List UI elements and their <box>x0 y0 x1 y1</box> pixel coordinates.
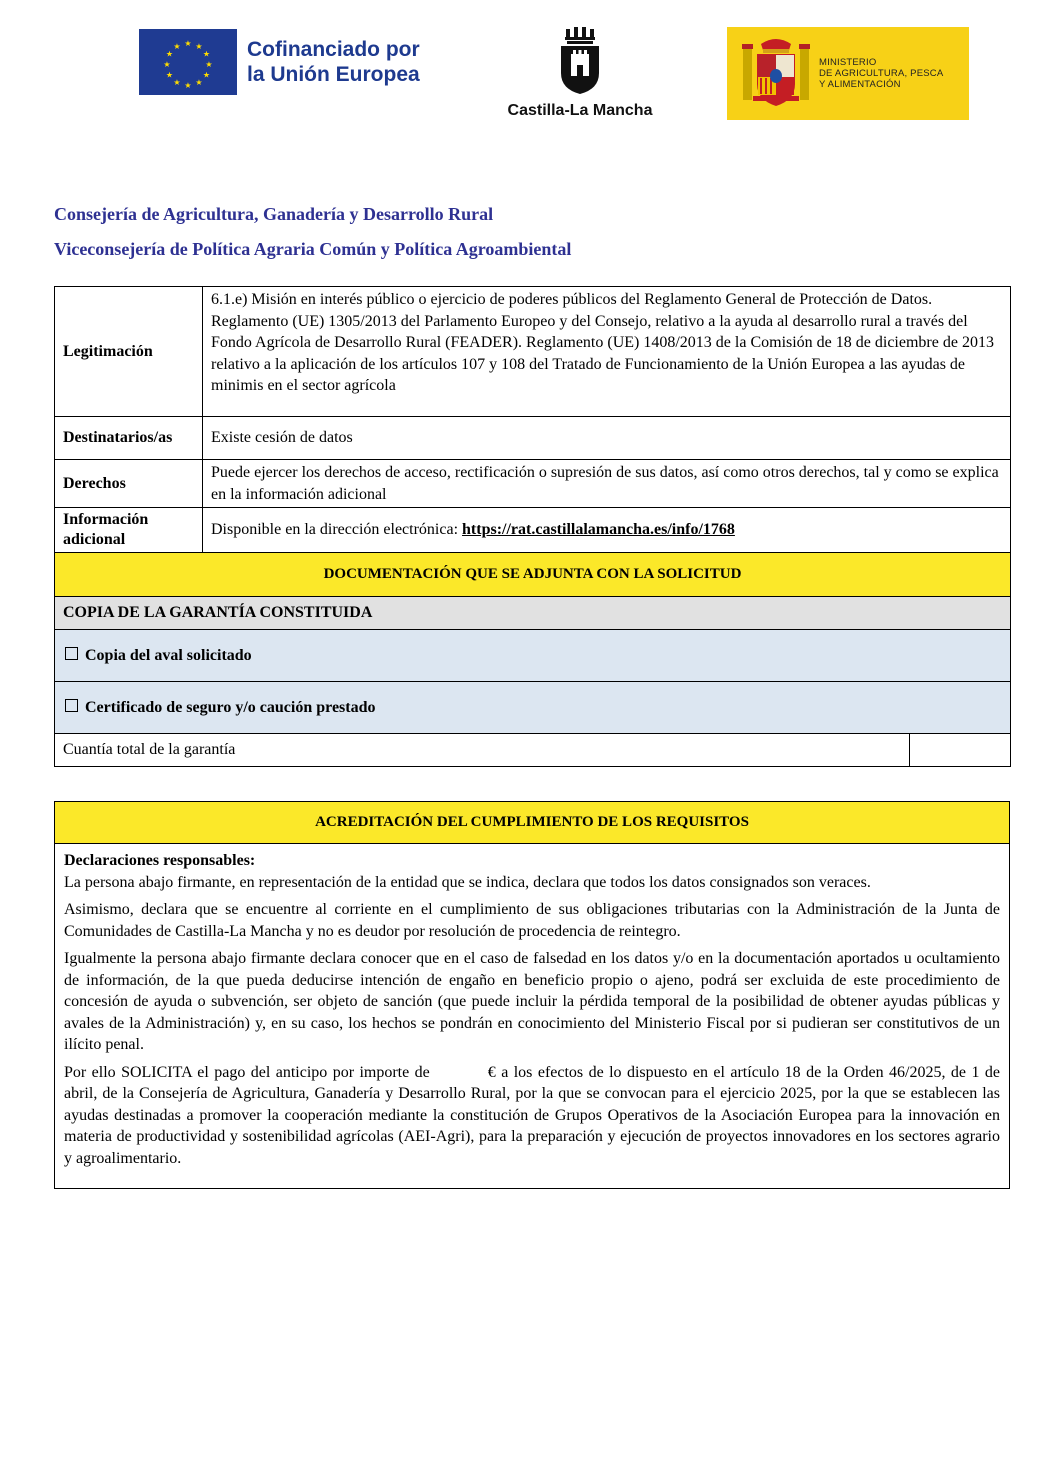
requisitos-body <box>55 844 1009 1188</box>
department-title: Consejería de Agricultura, Ganadería y Desarrollo Rural <box>54 204 494 224</box>
svg-text:★: ★ <box>173 78 181 87</box>
svg-text:★: ★ <box>205 60 213 69</box>
clm-crest-icon <box>555 27 605 95</box>
vice-department-title: Viceconsejería de Política Agraria Común y Política Agroambiental <box>54 239 572 259</box>
table-row <box>55 508 1011 553</box>
ministry-line2: DE AGRICULTURA, PESCA <box>819 68 944 79</box>
svg-text:★: ★ <box>202 49 211 59</box>
eu-logo-line2: la Unión Europea <box>247 63 420 86</box>
eu-logo-line1: Cofinanciado por <box>247 38 420 61</box>
solicitud-paragraph <box>64 1062 1000 1170</box>
legitimacion-label: Legitimación <box>55 287 203 417</box>
requisitos-header: ACREDITACIÓN DEL CUMPLIMIENTO DE LOS REQUISITOS <box>55 802 1009 844</box>
svg-text:★: ★ <box>195 78 203 87</box>
checkbox-aval-label: Copia del aval solicitado <box>85 646 252 664</box>
spain-coat-of-arms-icon <box>741 34 811 114</box>
svg-text:★: ★ <box>195 42 203 51</box>
svg-text:★: ★ <box>184 81 192 90</box>
destinatarios-label: Destinatarios/as <box>55 417 203 460</box>
table-row <box>55 734 1011 767</box>
svg-text:★: ★ <box>165 70 174 80</box>
checkbox-seguro-label: Certificado de seguro y/o caución prestado <box>85 698 376 716</box>
solicitud-end: € a los efectos de lo dispuesto en el artículo 18 de la Orden 46/2025, de 1 de abril, de la Consejería de Agricultura, Ganadería y Desarrollo Rural, por la que se convocan para el ejercicio 2025, por la que se establecen las ayudas destinadas a promover la cooperación mediante la constitución de Grupos Operativos de la Asociación Europea para la innovación en materia de productividad y sostenibilidad agrícolas (AEI-Agri), para la preparación y ejecución de proyectos innovadores en los sectores agrario y agroalimentario. <box>64 1063 1000 1167</box>
solicitud-start: Por ello SOLICITA el pago del anticipo por importe de <box>64 1063 430 1081</box>
info-link[interactable]: https://rat.castillalamancha.es/info/1768 <box>462 521 735 539</box>
checkbox-aval-row[interactable] <box>55 630 1011 682</box>
eu-flag-icon <box>139 29 237 95</box>
derechos-value: Puede ejercer los derechos de acceso, rectificación o supresión de sus datos, así como otros derechos, tal y como se explica en la información adicional <box>203 460 1011 508</box>
table-row <box>55 460 1011 508</box>
declaracion-p2: Asimismo, declara que se encuentre al corriente en el cumplimiento de sus obligaciones tributarias con la Administración de la Junta de Comunidades de Castilla-La Mancha y no es deudor por resolución de procedencia de reintegro. <box>64 901 1000 940</box>
ministry-logo <box>727 27 969 120</box>
legitimacion-text-1: 6.1.e) Misión en interés público o ejercicio de poderes públicos del Reglamento General de Protección de Datos. <box>211 291 933 308</box>
clm-logo <box>500 27 660 120</box>
svg-text:★: ★ <box>184 39 192 48</box>
info-adicional-label <box>55 508 203 553</box>
table-row <box>55 553 1011 597</box>
legitimacion-text-2: Reglamento (UE) 1305/2013 del Parlamento Europeo y del Consejo, relativo a la ayuda al desarrollo rural a través del Fondo Agrícola de Desarrollo Rural (FEADER). Reglamento (UE) 1408/2013 de la Comisión de 18 de diciembre de 2013 relativo a la aplicación de los artículos 107 y 108 del Tratado de Funcionamiento de la Unión Europea a las ayudas de minimis en el sector agrícola <box>211 312 994 394</box>
cuantia-input[interactable] <box>910 734 1011 767</box>
destinatarios-value: Existe cesión de datos <box>203 417 1011 460</box>
clm-logo-text: Castilla-La Mancha <box>507 102 653 119</box>
declaracion-p3: Igualmente la persona abajo firmante declara conocer que en el caso de falsedad en los datos y/o en la documentación aportados u ocultamiento de información, de la que pueda deducirse intención de engaño en beneficio propio o ajeno, podrá ser excluida de este procedimiento de concesión de ayuda o subvención, ser objeto de sanción (que puede incluir la pérdida temporal de la posibilidad de obtener ayudas públicas y avales de la Administración) y, en su caso, los hechos se pondrán en conocimiento del Ministerio Fiscal por si pudieran ser constitutivos de un ilícito penal. <box>64 950 1000 1053</box>
declaracion-p1: La persona abajo firmante, en representación de la entidad que se indica, declara que todos los datos consignados son veraces. <box>64 873 871 891</box>
documentation-header: DOCUMENTACIÓN QUE SE ADJUNTA CON LA SOLICITUD <box>55 553 1011 597</box>
ministry-line3: Y ALIMENTACIÓN <box>819 79 901 90</box>
cuantia-label: Cuantía total de la garantía <box>55 734 910 767</box>
svg-text:★: ★ <box>202 70 211 80</box>
info-adicional-label-1: Información <box>63 511 149 528</box>
legitimacion-value <box>203 287 1011 417</box>
table-row <box>55 682 1011 734</box>
requisitos-box <box>54 801 1010 1189</box>
table-row <box>55 597 1011 630</box>
checkbox-seguro-row[interactable] <box>55 682 1011 734</box>
svg-text:★: ★ <box>163 60 171 69</box>
derechos-label: Derechos <box>55 460 203 508</box>
info-adicional-label-2: adicional <box>63 531 126 548</box>
info-adicional-value <box>203 508 1011 553</box>
eu-logo <box>139 29 420 95</box>
info-adicional-prefix: Disponible en la dirección electrónica: <box>211 521 463 539</box>
data-protection-table <box>54 286 1011 767</box>
checkbox-icon[interactable] <box>65 647 78 660</box>
table-row <box>55 630 1011 682</box>
garantia-header: COPIA DE LA GARANTÍA CONSTITUIDA <box>55 597 1011 630</box>
svg-text:★: ★ <box>165 49 174 59</box>
ministry-line1: MINISTERIO <box>819 57 877 68</box>
declaraciones-title: Declaraciones responsables: <box>64 852 256 869</box>
table-row <box>55 287 1011 417</box>
svg-text:★: ★ <box>173 42 181 51</box>
table-row <box>55 417 1011 460</box>
checkbox-icon[interactable] <box>65 699 78 712</box>
logo-bar <box>0 0 1063 140</box>
